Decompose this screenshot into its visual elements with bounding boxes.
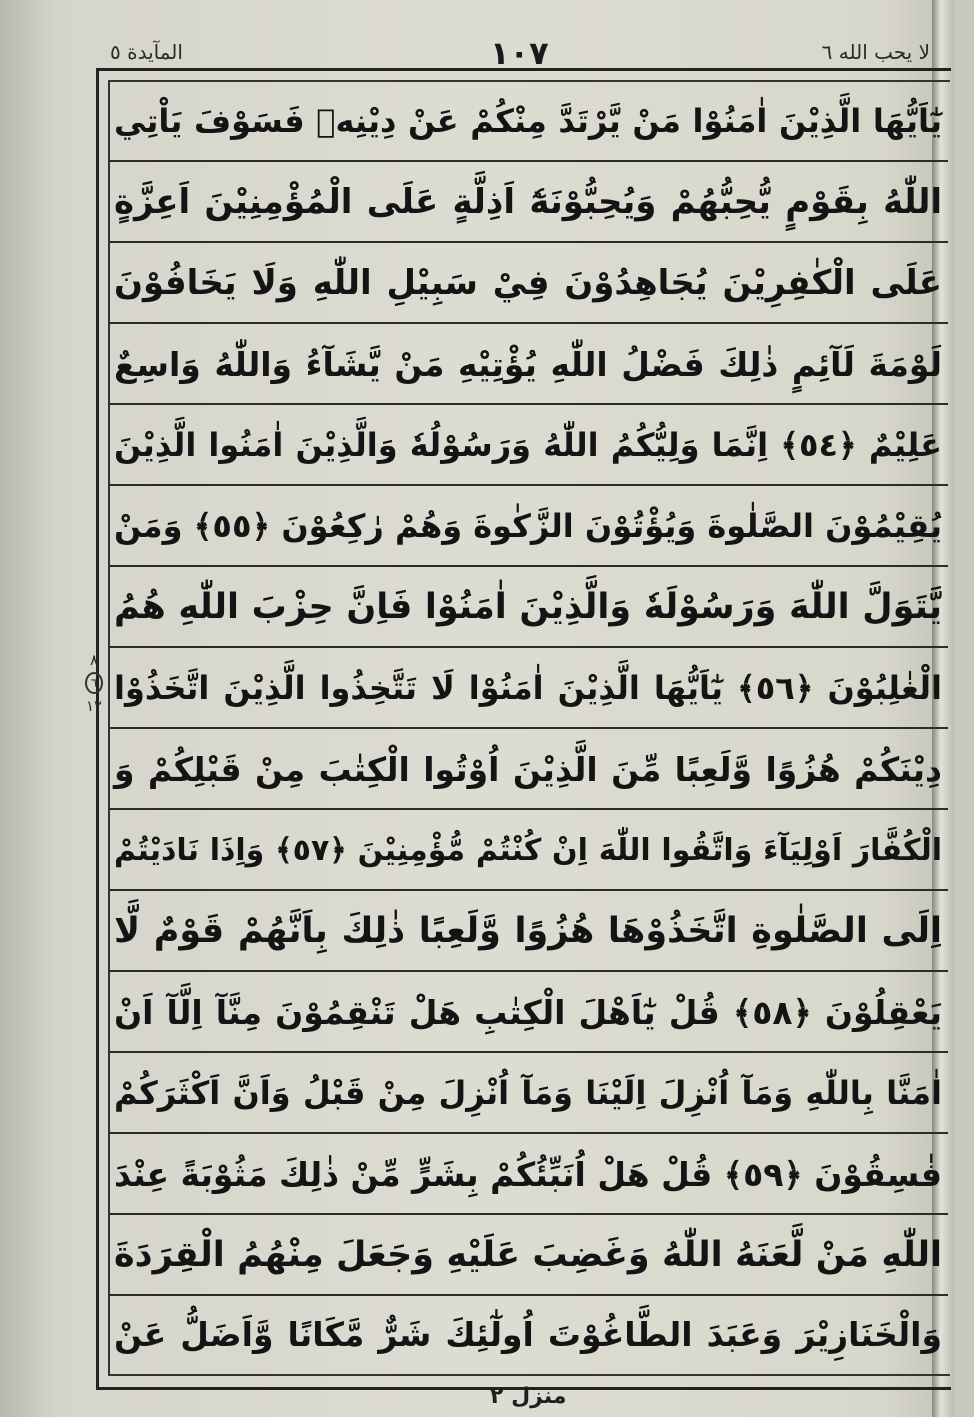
text-line: اِلَى الصَّلٰوةِ اتَّخَذُوْهَا هُزُوًا وَّلَعِبًا ذٰلِكَ بِاَنَّهُمْ قَوْمٌ لَّا bbox=[110, 892, 948, 972]
text-line: فٰسِقُوْنَ ﴿٥٩﴾ قُلْ هَلْ اُنَبِّئُكُمْ بِشَرٍّ مِّنْ ذٰلِكَ مَثُوْبَةً عِنْدَ bbox=[110, 1135, 948, 1215]
text-line: الْكُفَّارَ اَوْلِيَآءَ وَاتَّقُوا اللّٰهَ اِنْ كُنْتُمْ مُّؤْمِنِيْنَ ﴿٥٧﴾ وَاِذَا نَادَيْتُمْ bbox=[110, 811, 948, 891]
ruku-marker bbox=[82, 650, 106, 730]
manzil-label: منزل ٢ bbox=[490, 1384, 567, 1409]
ruku-marker-top: ٨ bbox=[89, 651, 99, 669]
surah-name: المآيدة ٥ bbox=[110, 40, 183, 64]
ruku-marker-bottom: ١٢ bbox=[85, 697, 103, 715]
text-line: اٰمَنَّا بِاللّٰهِ وَمَآ اُنْزِلَ اِلَيْنَا وَمَآ اُنْزِلَ مِنْ قَبْلُ وَاَنَّ اَكْثَرَكُمْ bbox=[110, 1054, 948, 1134]
text-line: يَعْقِلُوْنَ ﴿٥٨﴾ قُلْ يٰٓاَهْلَ الْكِتٰبِ هَلْ تَنْقِمُوْنَ مِنَّآ اِلَّآ اَنْ bbox=[110, 973, 948, 1053]
text-line: وَالْخَنَازِيْرَ وَعَبَدَ الطَّاغُوْتَ اُولٰٓئِكَ شَرٌّ مَّكَانًا وَّاَضَلُّ عَنْ bbox=[114, 1314, 942, 1354]
text-line: الْغٰلِبُوْنَ ﴿٥٦﴾ يٰٓاَيُّهَا الَّذِيْنَ اٰمَنُوْا لَا تَتَّخِذُوا الَّذِيْنَ اتَّخَذُوْا bbox=[110, 649, 948, 729]
text-line: لَوْمَةَ لَآئِمٍ ذٰلِكَ فَضْلُ اللّٰهِ يُؤْتِيْهِ مَنْ يَّشَآءُ وَاللّٰهُ وَاسِعٌ bbox=[110, 325, 948, 405]
ruku-marker-middle: ٦ bbox=[85, 672, 103, 694]
text-line: اللّٰهِ مَنْ لَّعَنَهُ اللّٰهُ وَغَضِبَ عَلَيْهِ وَجَعَلَ مِنْهُمُ الْقِرَدَةَ bbox=[110, 1216, 948, 1296]
text-line: اللّٰهُ بِقَوْمٍ يُّحِبُّهُمْ وَيُحِبُّوْنَهٗٓ اَذِلَّةٍ عَلَى الْمُؤْمِنِيْنَ اَعِزَّةٍ bbox=[110, 163, 948, 243]
text-line: يُقِيْمُوْنَ الصَّلٰوةَ وَيُؤْتُوْنَ الزَّكٰوةَ وَهُمْ رٰكِعُوْنَ ﴿٥٥﴾ وَمَنْ bbox=[110, 487, 948, 567]
juz-name: لا يحب الله ٦ bbox=[821, 40, 930, 64]
text-line: عَلَى الْكٰفِرِيْنَ يُجَاهِدُوْنَ فِيْ سَبِيْلِ اللّٰهِ وَلَا يَخَافُوْنَ bbox=[110, 244, 948, 324]
text-line: يٰٓاَيُّهَا الَّذِيْنَ اٰمَنُوْا مَنْ يَّرْتَدَّ مِنْكُمْ عَنْ دِيْنِهٖ فَسَوْفَ يَاْتِي bbox=[110, 82, 948, 162]
page-number: ١٠٧ bbox=[490, 34, 549, 72]
text-line: عَلِيْمٌ ﴿٥٤﴾ اِنَّمَا وَلِيُّكُمُ اللّٰهُ وَرَسُوْلُهٗ وَالَّذِيْنَ اٰمَنُوا الَّذِيْنَ bbox=[110, 406, 948, 486]
text-lines bbox=[110, 82, 948, 1372]
text-line: دِيْنَكُمْ هُزُوًا وَّلَعِبًا مِّنَ الَّذِيْنَ اُوْتُوا الْكِتٰبَ مِنْ قَبْلِكُمْ وَ bbox=[110, 730, 948, 810]
text-line: يَّتَوَلَّ اللّٰهَ وَرَسُوْلَهٗ وَالَّذِيْنَ اٰمَنُوْا فَاِنَّ حِزْبَ اللّٰهِ هُمُ bbox=[110, 568, 948, 648]
